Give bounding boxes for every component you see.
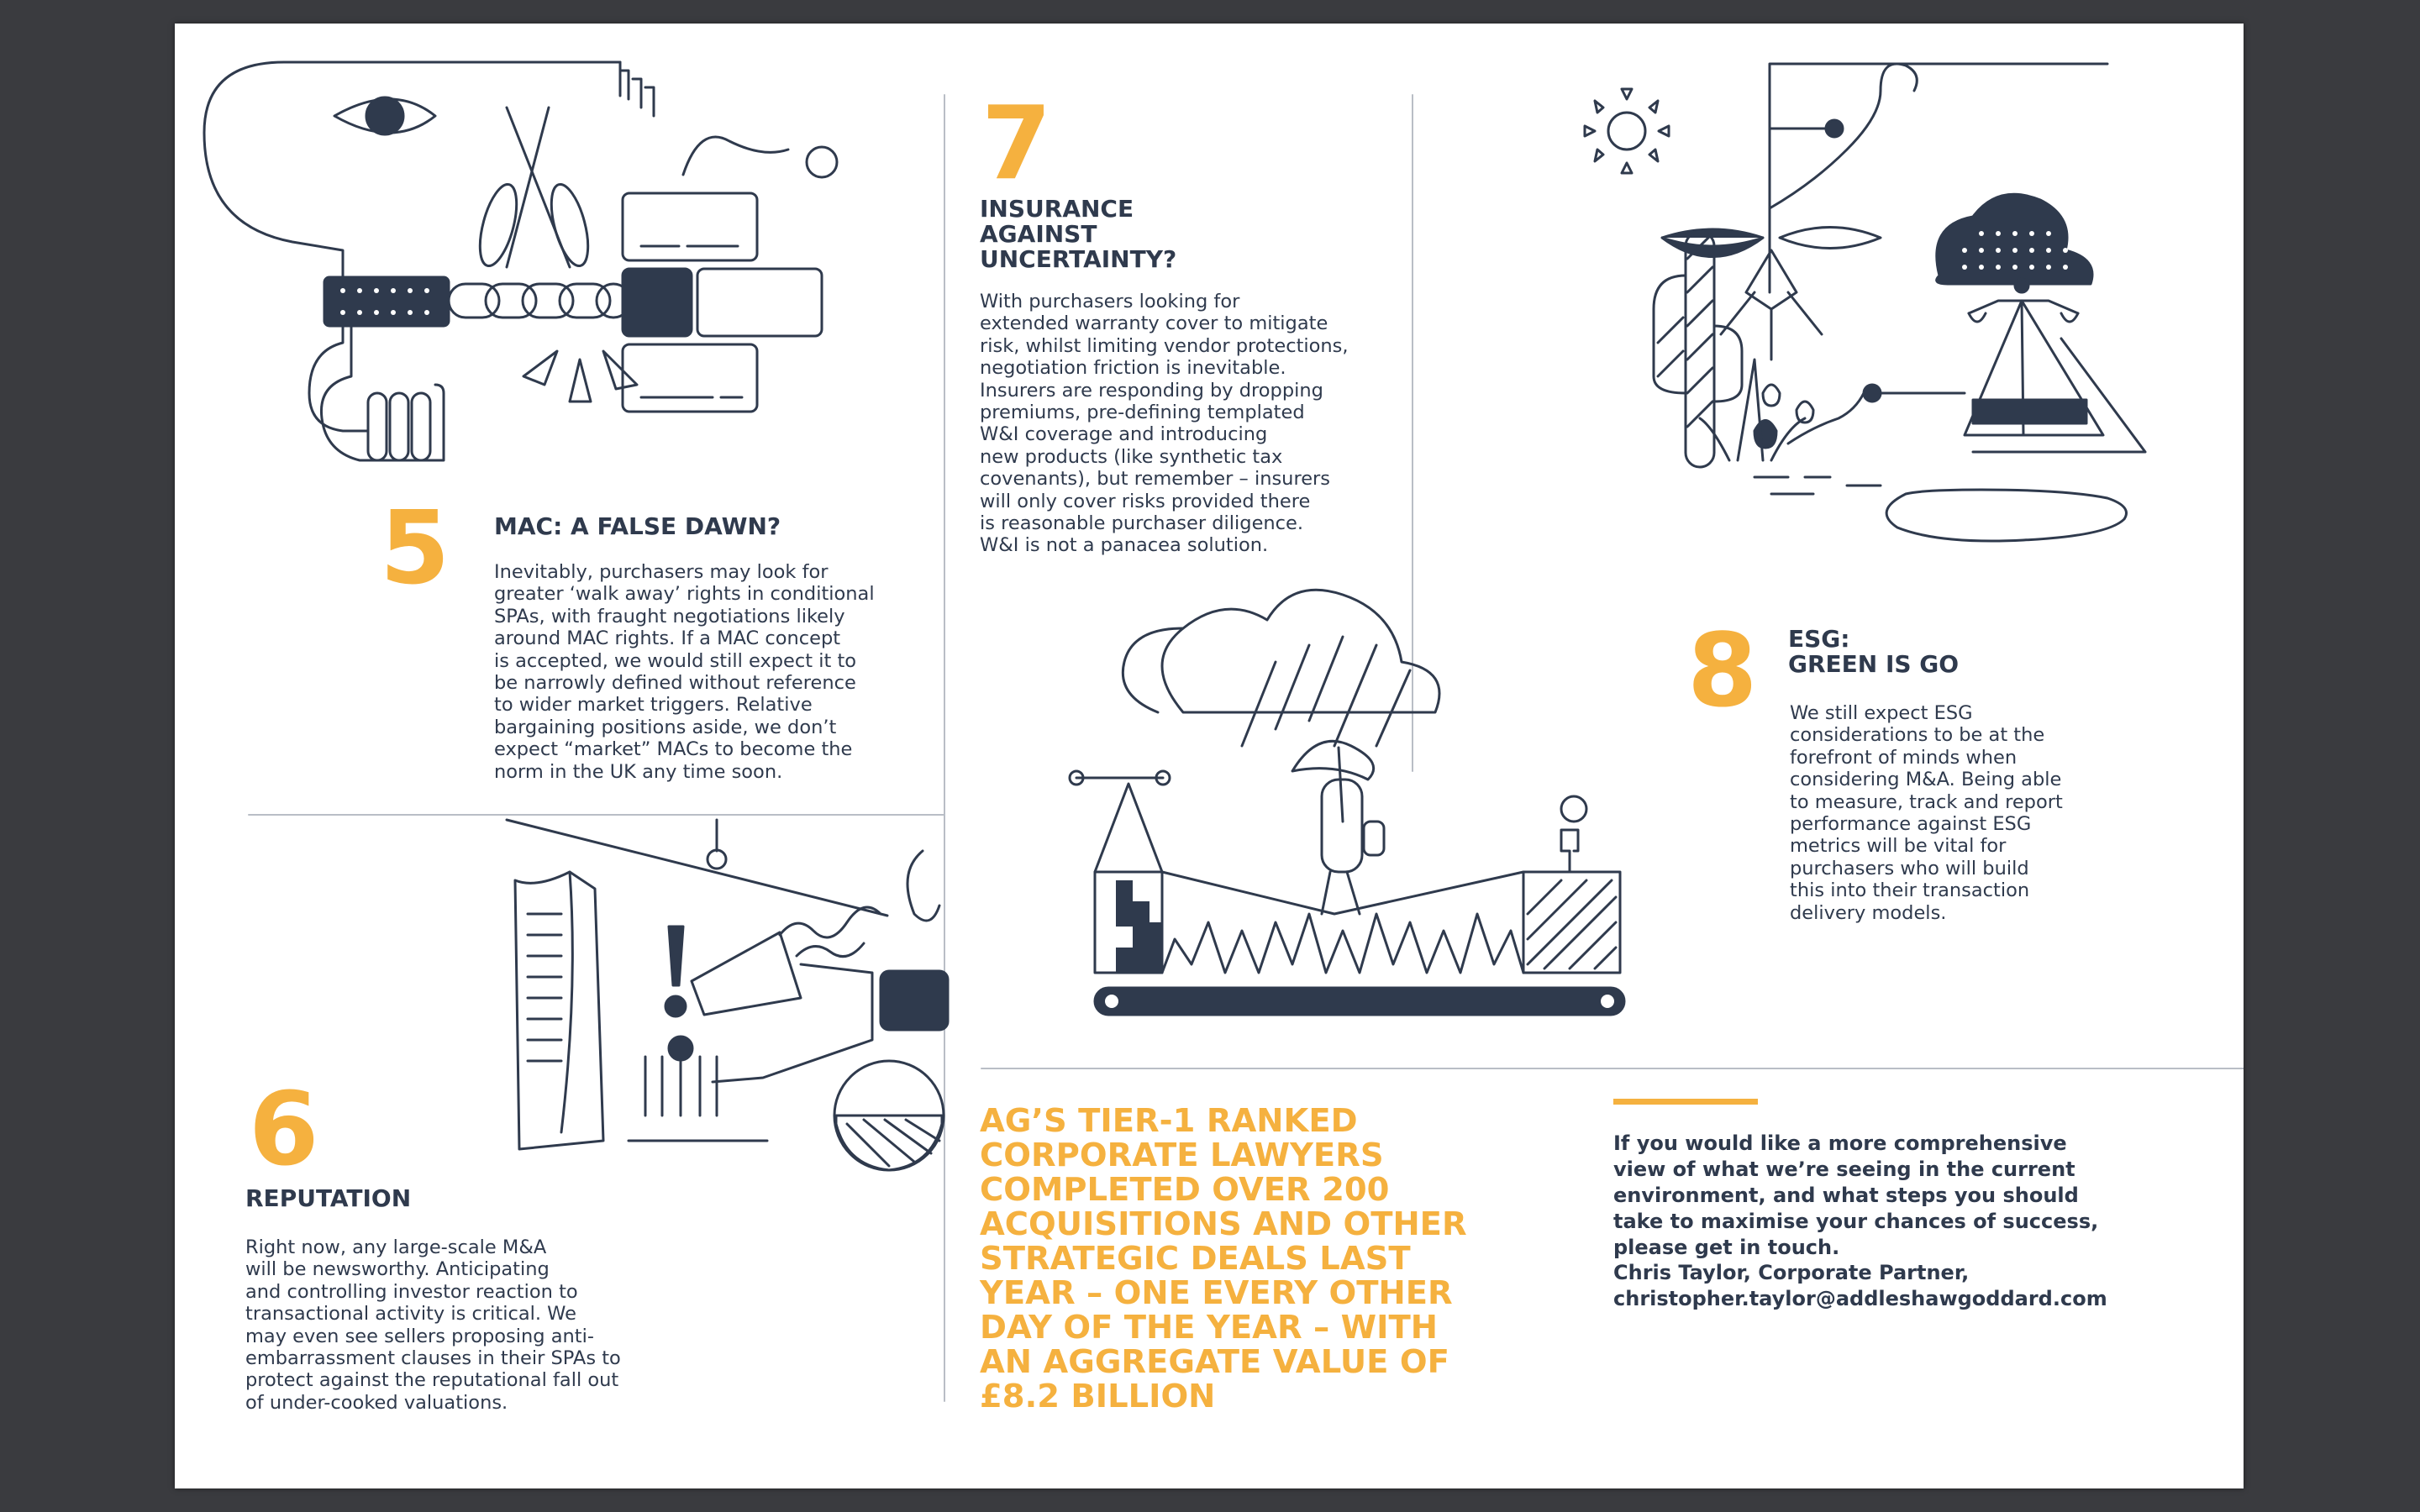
illustration-reputation [507,820,948,1170]
section-7-number: 7 [981,86,1052,202]
illustration-esg [1585,64,2145,541]
section-6-number: 6 [249,1072,319,1189]
illustration-insurance [1070,590,1624,1015]
contact-email[interactable]: christopher.taylor@addleshawgoddard.com [1613,1287,2107,1310]
section-5-title: MAC: A FALSE DAWN? [494,512,781,540]
contact-prompt: If you would like a more comprehensive view of what we’re seeing in the current environment, and what steps you should take to maximise your chances of success, please get in touch. [1613,1131,2099,1259]
illustration-mac-chain [204,62,837,460]
section-7-body: With purchasers looking for extended warranty cover to mitigate risk, whilst limiting vendor protections, negotiation friction is inevitable. Insurers are responding by dropping premiums, pre-defining templated W&I coverage and introducing new products (like synthetic tax covenants), but remember – insurers will only cover risks provided there is reasonable purchaser diligence. W&I is not a panacea solution. [980,291,1349,557]
document-page [175,24,2244,1488]
section-5-number: 5 [380,491,450,607]
section-6-title: REPUTATION [245,1184,412,1212]
contact-accent-bar [1613,1099,1758,1105]
section-8-body: We still expect ESG considerations to be at the forefront of minds when considering M&A. Being able to measure, track and report performance against ESG metrics will be vital for purchasers who will build this into their transaction delivery models. [1790,702,2063,924]
section-8-number: 8 [1687,613,1758,730]
section-5-body: Inevitably, purchasers may look for greater ‘walk away’ rights in conditional SPAs, with fraught negotiations likely around MAC rights. If a MAC concept is accepted, we would still expect it to be narrowly defined without reference to wider market triggers. Relative bargaining positions aside, we don’t expect “market” MACs to become the norm in the UK any time soon. [494,561,875,783]
highlight-statement: AG’S TIER-1 RANKED CORPORATE LAWYERS COMPLETED OVER 200 ACQUISITIONS AND OTHER STRATEGIC DEALS LAST YEAR – ONE EVERY OTHER DAY OF THE YEAR – WITH AN AGGREGATE VALUE OF £8.2 BILLION [980,1102,1467,1415]
contact-name: Chris Taylor, Corporate Partner, [1613,1261,1970,1284]
section-8-title: ESG: GREEN IS GO [1788,625,1960,678]
section-7-title: INSURANCE AGAINST UNCERTAINTY? [980,195,1177,273]
chain-links [449,284,630,318]
section-6-body: Right now, any large-scale M&A will be newsworthy. Anticipating and controlling investor reaction to transactional activity is critical. We may even see sellers proposing anti- embarrassment clauses in their SPAs to protect against the reputational fall out of under-cooked valuations. [245,1236,621,1414]
